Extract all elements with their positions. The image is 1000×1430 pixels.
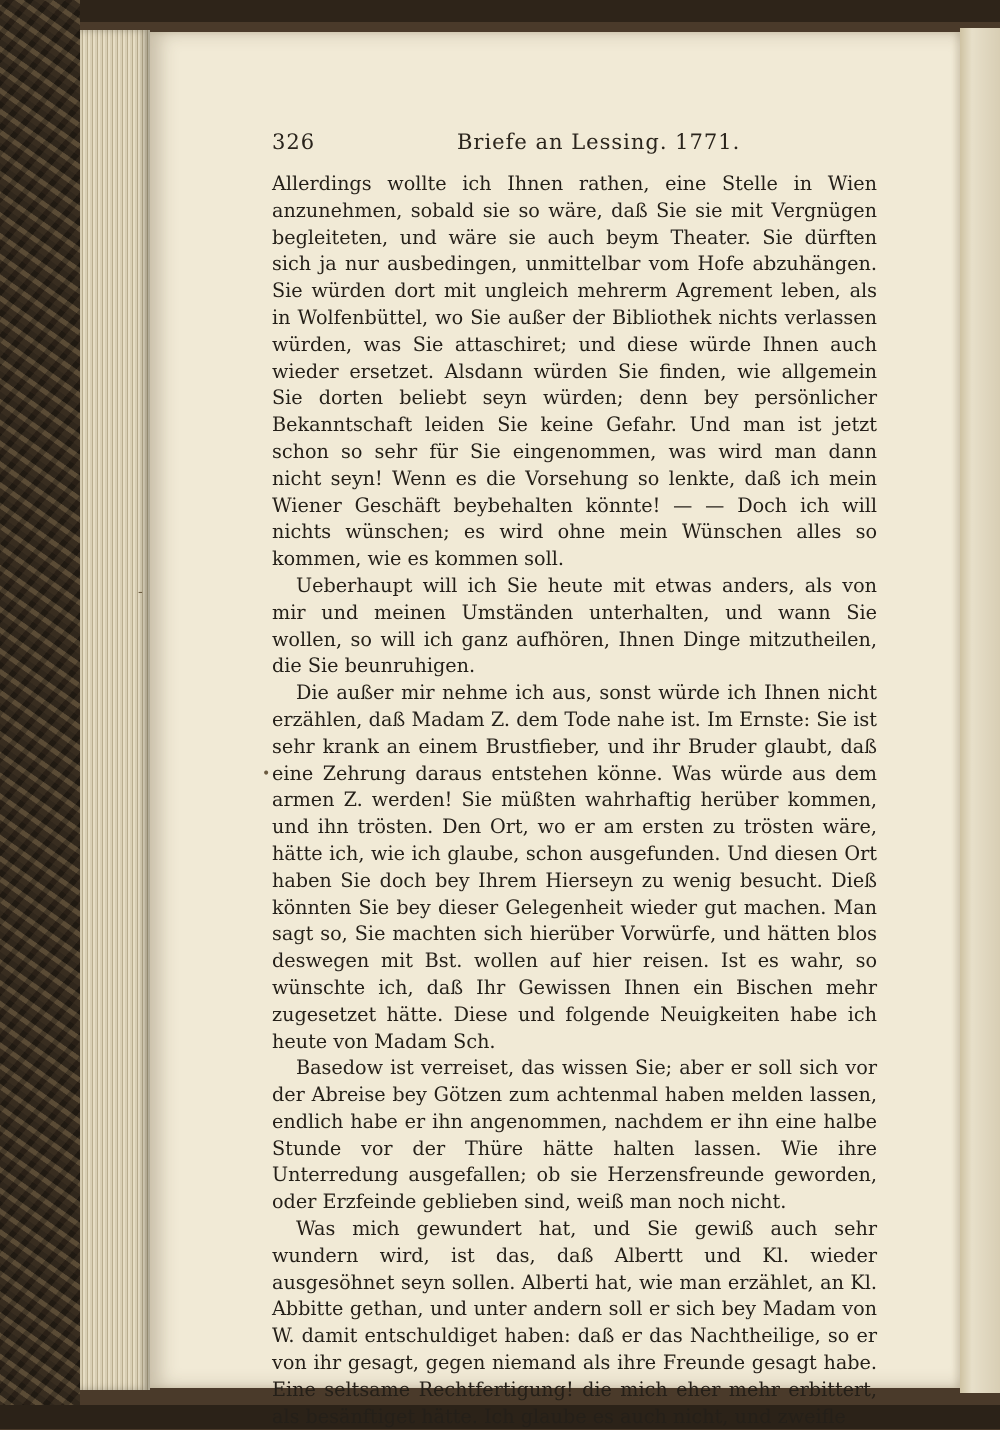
body-text — [272, 171, 877, 1430]
page-number: 326 — [272, 130, 316, 154]
paragraph-1: Allerdings wollte ich Ihnen rathen, eine Stelle in Wien anzunehmen, sobald sie so wäre, daß Sie sie mit Vergnügen begleiteten, und wäre sie auch beym Theater. Sie dürften sich ja nur ausbedingen, unmittelbar vom Hofe abzuhängen. Sie würden dort mit ungleich mehrerm Agrement leben, als in Wolfenbüttel, wo Sie außer der Bibliothek nichts verlassen würden, was Sie attaschiret; und diese würde Ihnen auch wieder ersetzet. Alsdann würden Sie finden, wie allgemein Sie dorten beliebt seyn würden; denn bey persönlicher Bekanntschaft leiden Sie keine Gefahr. Und man ist jetzt schon so sehr für Sie eingenommen, was wird man dann nicht seyn! Wenn es die Vorsehung so lenkte, daß ich mein Wiener Geschäft beybehalten könnte! — — Doch ich will nichts wünschen; es wird ohne mein Wünschen alles so kommen, wie es kommen soll. — [272, 172, 877, 571]
page-block-edges — [80, 30, 150, 1390]
cover-top-edge — [0, 0, 1000, 22]
paragraph-4: Basedow ist verreiset, das wissen Sie; aber er soll sich vor der Abreise bey Götzen zum achtenmal haben melden lassen, endlich habe er ihn angenommen, nachdem er ihn eine halbe Stunde vor der Thüre hätte halten lassen. Wie ihre Unterredung ausgefallen; ob sie Herzensfreunde geworden, oder Erzfeinde geblieben sind, weiß man noch nicht. — [272, 1056, 877, 1214]
paragraph-5: Was mich gewundert hat, und Sie gewiß auch sehr wundern wird, ist das, daß Albertt und Kl. wieder ausgesöhnet seyn sollen. Alberti hat, wie man erzählet, an Kl. Abbitte gethan, und unter andern soll er sich bey Madam von W. damit entschuldiget haben: daß er das Nachtheilige, so er von ihr gesagt, gegen niemand als ihre Freunde gesagt habe. Eine seltsame Rechtfertigung! die mich eher mehr erbittert, als besänftiget hätte. Ich glaube es auch nicht, und zweifle — [272, 1217, 877, 1428]
running-header — [272, 130, 882, 162]
paragraph-2: Ueberhaupt will ich Sie heute mit etwas anders, als von mir und meinen Umständen unterhalten, und wann Sie wollen, so will ich ganz aufhören, Ihnen Dinge mitzutheilen, die Sie beunruhigen. — [272, 573, 877, 678]
margin-dot-mark: • — [262, 766, 271, 782]
running-title: Briefe an Lessing. 1771. — [457, 130, 741, 154]
paragraph-3: Die außer mir nehme ich aus, sonst würde ich Ihnen nicht erzählen, daß Madam Z. dem Tode nahe ist. Im Ernste: Sie ist sehr krank an einem Brustfieber, und ihr Bruder glaubt, daß eine Zehrung daraus entstehen könne. Was würde aus dem armen Z. werden! Sie müßten wahrhaftig herüber kommen, und ihn trösten. Den Ort, wo er am ersten zu trösten wäre, hätte ich, wie ich glaube, schon ausgefunden. Und diesen Ort haben Sie doch bey Ihrem Hierseyn zu wenig besucht. Dieß könnten Sie bey dieser Gelegenheit wieder gut machen. Man sagt so, Sie machten sich hierüber Vorwürfe, und hätten blos deswegen mit Bst. wollen auf hier reisen. Ist es wahr, so wünschte ich, daß Ihr Gewissen Ihnen ein Bischen mehr zugesetzet hätte. Diese und folgende Neuigkeiten habe ich heute von Madam Sch. — [272, 681, 877, 1053]
margin-tick-mark: - — [138, 584, 143, 600]
facing-page-edge — [960, 28, 1000, 1393]
marbled-cover-board — [0, 0, 80, 1429]
book-page — [138, 32, 960, 1428]
